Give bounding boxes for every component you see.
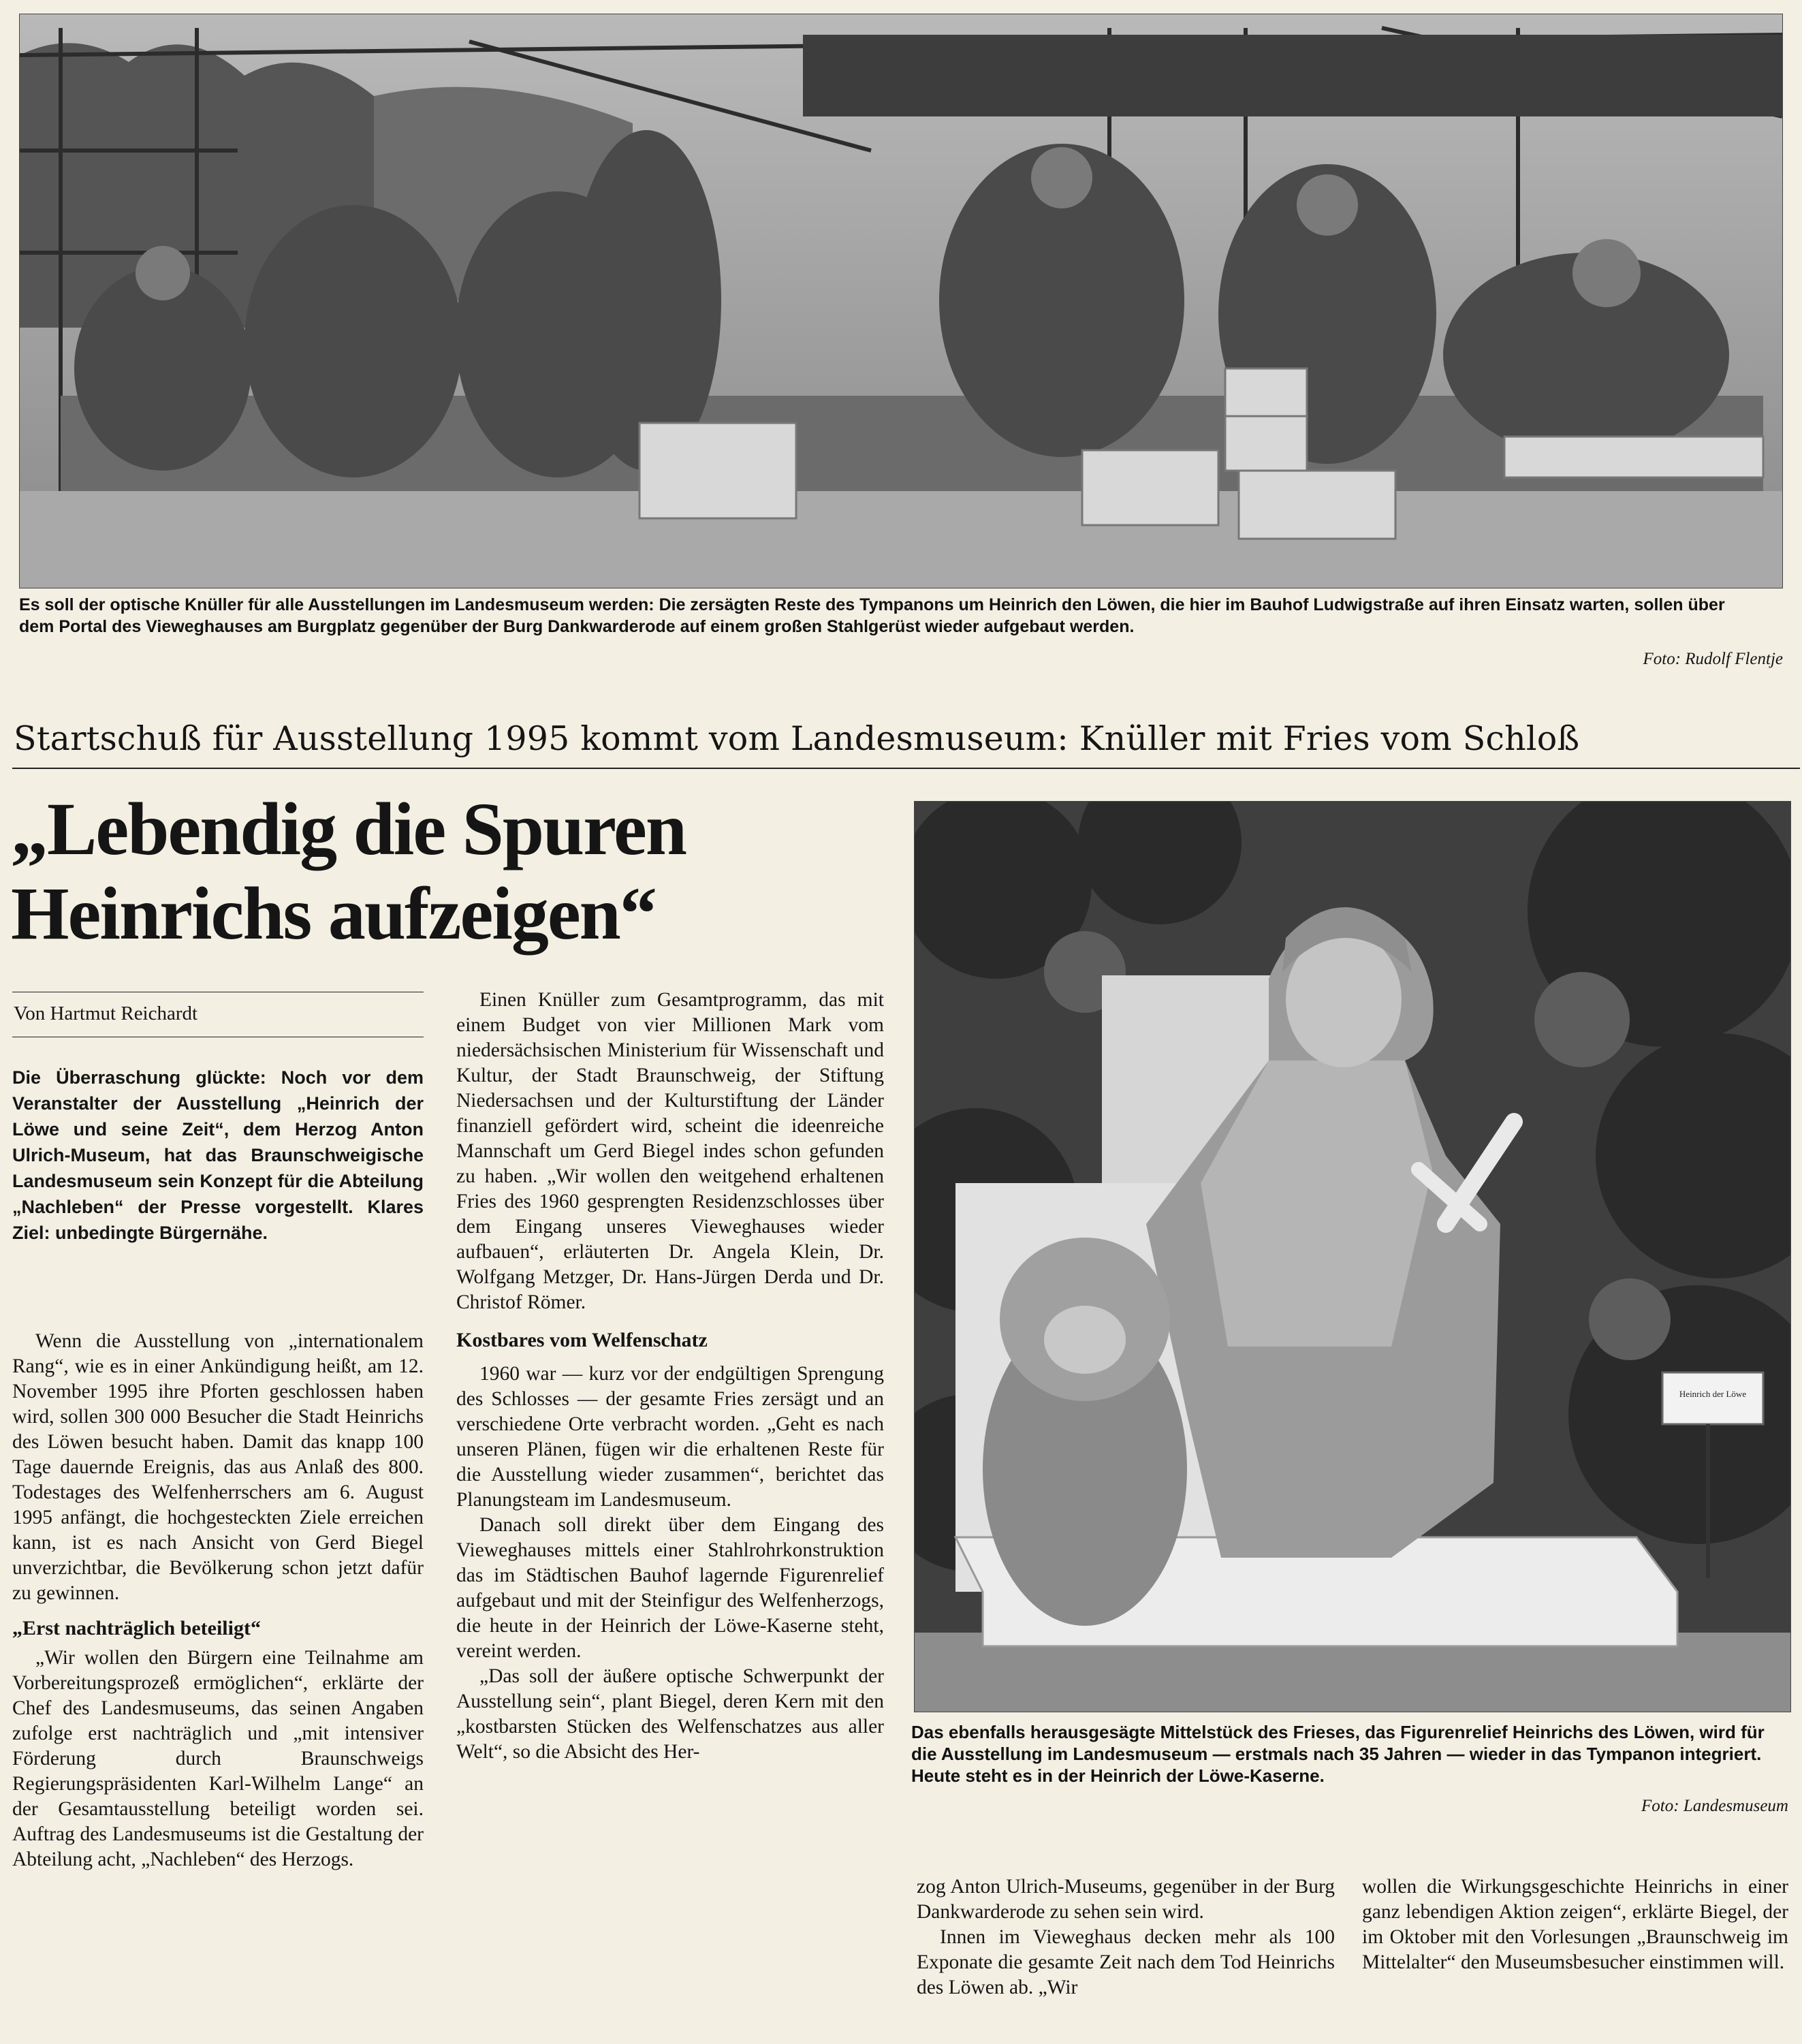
column-2-paragraph-2: 1960 war — kurz vor der endgültigen Sprengung des Schlosses — der gesamte Fries zersägt und an verschiedene Orte verbracht worden. „Geht es nach unseren Plänen, fügen wir die erhaltenen Reste für die Ausstellung wieder zusammen“, berichtet das Planungsteam im Landesmuseum. [456, 1363, 884, 1511]
column-3-paragraph-2: Innen im Vieweghaus decken mehr als 100 Exponate die gesamte Zeit nach dem Tod Heinrichs des Löwen ab. „Wir [917, 1926, 1335, 1998]
statue-icon [915, 802, 1790, 1712]
byline: Von Hartmut Reichardt [14, 1003, 198, 1024]
headline [11, 787, 883, 956]
kicker-rule [12, 768, 1800, 769]
lead-paragraph: Die Überraschung glückte: Noch vor dem Veranstalter der Ausstellung „Heinrich der Löwe und seine Zeit“, dem Herzog Anton Ulrich-Museum, hat das Braunschweigische Landesmuseum sein Konzept für die Abteilung „Nachleben“ der Presse vorgestellt. Klares Ziel: unbedingte Bürgernähe. [12, 1067, 424, 1243]
column-4 [1362, 1874, 1788, 1975]
column-1-paragraph-2: „Wir wollen den Bürgern eine Teilnahme am Vorbereitungsprozeß ermöglichen“, erklärte der Chef des Landesmuseums, das seinen Angaben zufolge erst nachträglich und „mit intensiver Förderung durch Braunschweigs Regierungspräsidenten Karl-Wilhelm Lange“ an der Gesamtausstellung beteiligt worden sei. Auftrag des Landesmuseums ist die Gestaltung der Abteilung acht, „Nachleben“ des Herzogs. [12, 1647, 424, 1870]
statue-photo-caption: Das ebenfalls herausgesägte Mittelstück des Frieses, das Figurenrelief Heinrichs des Löwen, wird für die Ausstellung im Landesmuseum — erstmals nach 35 Jahren — wieder in das Tympanon integriert. Heute steht es in der Heinrich der Löwe-Kaserne. [911, 1722, 1765, 1786]
bleed-through-text [804, 681, 808, 706]
column-4-paragraph-1: wollen die Wirkungsgeschichte Heinrichs in einer ganz lebendigen Aktion zeigen“, erklärte Biegel, der im Oktober mit den Vorlesungen „Braunschweig im Mittelalter“ den Museumsbesucher einstimmen will. [1362, 1876, 1788, 1973]
column-2-subhead: Kostbares vom Welfenschatz [456, 1329, 708, 1351]
statue-photo [914, 801, 1791, 1712]
top-photo-credit: Foto: Rudolf Flentje [1643, 650, 1783, 668]
statue-photo-credit: Foto: Landesmuseum [1641, 1797, 1788, 1815]
column-3-paragraph-1: zog Anton Ulrich-Museums, gegenüber in der Burg Dankwarderode zu sehen sein wird. [917, 1876, 1335, 1923]
column-1-paragraph-1: Wenn die Ausstellung von „internationalem Rang“, wie es in einer Ankündigung heißt, am 12. November 1995 ihre Pforten geschlossen haben wird, sollen 300 000 Besucher die Stadt Heinrichs des Löwen besucht haben. Damit das knapp 100 Tage dauernde Ereignis, das aus Anlaß des 800. Todestages des Welfenherrschers am 6. August 1995 anfängt, die hochgesteckten Ziele erreichen kann, ist es nach Ansicht von Gerd Biegel unverzichtbar, die Bevölkerung schon jetzt dafür zu gewinnen. [12, 1330, 424, 1604]
headline-line-2: Heinrichs aufzeigen“ [11, 872, 656, 955]
tympanon-figures-icon [20, 14, 1782, 588]
headline-line-1: „Lebendig die Spuren [11, 787, 686, 870]
column-2-paragraph-1: Einen Knüller zum Gesamtprogramm, das mit einem Budget von vier Millionen Mark vom niedersächsischen Ministerium für Wissenschaft und Kultur, der Stadt Braunschweig, der Stiftung Niedersachsen und der Kulturstiftung der Länder finanziell gefördert wird, scheint die ideenreiche Mannschaft um Gerd Biegel indes schon gefunden zu haben. „Wir wollen den weitgehend erhaltenen Fries des 1960 gesprengten Residenzschlosses über dem Eingang unseres Vieweghauses wieder aufbauen“, erläuterten Dr. Angela Klein, Dr. Wolfgang Metzger, Dr. Hans-Jürgen Derda und Dr. Christof Römer. [456, 989, 884, 1313]
column-1-subhead: „Erst nachträglich beteiligt“ [12, 1617, 261, 1639]
column-1 [12, 1329, 424, 1872]
statue-sign-text: Heinrich der Löwe [1679, 1389, 1747, 1399]
column-2-paragraph-3: Danach soll direkt über dem Eingang des Vieweghauses mittels einer Stahlrohrkonstruktion das im Städtischen Bauhof lagernde Figurenrelief aufgebaut und mit der Steinfigur des Welfenherzogs, die heute in der Heinrich der Löwe-Kaserne steht, vereint werden. [456, 1514, 884, 1662]
tympanon-figures-photo [19, 14, 1783, 588]
column-3 [917, 1874, 1335, 2000]
column-2-paragraph-4: „Das soll der äußere optische Schwerpunkt der Ausstellung sein“, plant Biegel, deren Kern mit den „kostbarsten Stücken des Welfenschatzes aus aller Welt“, so die Absicht des Her- [456, 1665, 884, 1763]
column-2 [456, 988, 884, 1765]
top-photo-caption: Es soll der optische Knüller für alle Ausstellungen im Landesmuseum werden: Die zersägten Reste des Tympanons um Heinrich den Löwen, die hier im Bauhof Ludwigstraße auf ihren Einsatz warten, sollen über dem Portal des Vieweghauses am Burgplatz gegenüber der Burg Dankwarderode auf einem großen Stahlgerüst wieder aufgebaut werden. [19, 595, 1725, 636]
kicker-line: Startschuß für Ausstellung 1995 kommt vom Landesmuseum: Knüller mit Fries vom Schloß [14, 719, 1580, 758]
